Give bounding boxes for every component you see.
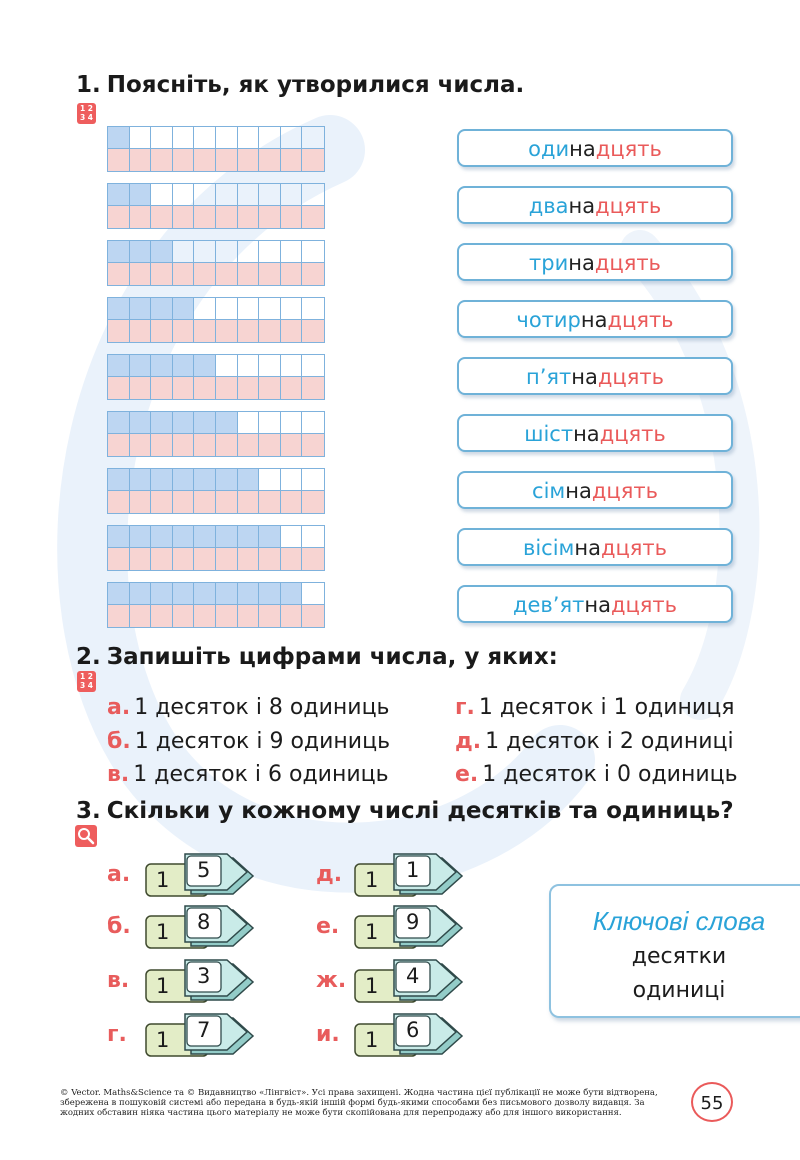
magnifier-icon [75,825,97,847]
ten-cell [259,206,281,228]
ones-cell [259,412,281,434]
ten-cell [151,149,173,171]
ones-cell [151,127,173,149]
item-letter: а. [107,695,131,720]
ten-cell [216,320,238,342]
ten-cell [194,206,216,228]
ones-cell [151,469,173,491]
word-suffix: дцять [607,308,674,332]
ten-cell [151,605,173,627]
ten-cell [151,206,173,228]
ten-cell [281,434,303,456]
badge-line-2: 3 4 [79,681,94,690]
ones-cell [216,469,238,491]
ten-cell [173,434,195,456]
ones-cell [130,298,152,320]
tens-digit: 1 [365,868,379,892]
word-na: на [568,251,595,275]
keyword: одиниці [632,978,726,1003]
ones-cell [194,241,216,263]
ten-cell [108,491,130,513]
exercise-3-title: Скільки у кожному числі десятків та одиниць? [106,798,734,824]
ten-cell [151,434,173,456]
number-word-box [457,357,733,395]
ten-cell [173,548,195,570]
ten-cell [259,377,281,399]
ones-cell [108,298,130,320]
ones-cell [216,583,238,605]
ones-cell [130,526,152,548]
ten-cell [130,206,152,228]
ten-frame-grid [107,240,325,286]
item-letter: г. [455,695,475,720]
card-letter: в. [107,968,130,993]
ten-cell [108,377,130,399]
word-na: на [569,137,596,161]
word-root: вісім [522,536,575,560]
ten-cell [194,605,216,627]
ten-cell [216,605,238,627]
tens-digit: 1 [365,1028,379,1052]
badge-line-1: 1 2 [79,672,94,681]
ones-cell [238,184,260,206]
ones-cell [259,241,281,263]
ones-cell [194,184,216,206]
ten-frame-grid [107,411,325,457]
ones-cell [194,355,216,377]
ten-frame-grid [107,525,325,571]
ones-cell [302,583,324,605]
word-root: сім [532,479,566,503]
ones-cell [281,241,303,263]
ten-cell [281,377,303,399]
ones-cell [108,583,130,605]
numbers-badge-icon [77,103,96,124]
ones-cell [281,184,303,206]
ones-cell [130,469,152,491]
card-letter: а. [107,862,131,887]
ones-cell [194,412,216,434]
ten-cell [281,206,303,228]
item-text: 1 десяток і 2 одиниці [485,729,734,754]
item-text: 1 десяток і 9 одиниць [134,729,391,754]
ten-cell [238,377,260,399]
number-word-box [457,528,733,566]
ones-cell [151,583,173,605]
item-letter: д. [455,729,482,754]
ones-cell [173,583,195,605]
keyword: десятки [631,944,727,969]
ones-cell [108,184,130,206]
word-na: на [574,536,601,560]
ten-cell [194,491,216,513]
ones-cell [259,298,281,320]
ten-cell [151,548,173,570]
ten-cell [302,548,324,570]
ones-cell [302,184,324,206]
word-suffix: дцять [599,422,666,446]
ten-cell [216,491,238,513]
ten-frame-grid [107,297,325,343]
ones-cell [216,127,238,149]
ex2-item [455,729,734,754]
ten-cell [302,263,324,285]
ones-cell [238,355,260,377]
ten-frame-grid [107,183,325,229]
ones-cell [302,526,324,548]
ten-frame-grid [107,582,325,628]
ones-cell [173,184,195,206]
item-text: 1 десяток і 8 одиниць [134,695,390,720]
ones-cell [194,298,216,320]
tens-digit: 1 [156,868,170,892]
ones-cell [108,526,130,548]
item-text: 1 десяток і 0 одиниць [482,762,738,787]
ones-cell [259,469,281,491]
item-letter: б. [107,729,131,754]
item-text: 1 десяток і 1 одиниця [478,695,735,720]
numbers-badge-icon [77,671,96,692]
ones-cell [173,412,195,434]
ten-cell [302,320,324,342]
ten-cell [238,548,260,570]
ones-cell [173,526,195,548]
ones-cell [173,469,195,491]
ones-cell [238,526,260,548]
exercise-2-number: 2. [76,644,101,670]
badge-line-1: 1 2 [79,104,94,113]
ones-cell [130,241,152,263]
ten-cell [173,149,195,171]
ones-cell [216,241,238,263]
ones-cell [302,469,324,491]
ones-cell [194,469,216,491]
word-na: на [565,479,592,503]
ones-cell [130,583,152,605]
ten-cell [216,377,238,399]
ones-cell [281,526,303,548]
ten-cell [194,548,216,570]
word-root: три [529,251,569,275]
ten-cell [194,149,216,171]
ten-cell [173,377,195,399]
ones-cell [151,241,173,263]
number-word-box [457,300,733,338]
copyright-notice: © Vector. Maths&Science та © Видавництво «Лінгвіст». Усі права захищені. Жодна частина цієї публікації не може бути відтворена, збережена в пошуковій системі або передана в будь-якій іншій формі будь-якими способами без письмового дозволу видавця. За жодних обставин ніяка частина цього матеріалу не може бути скопійована для перепродажу або для іншого використання. [60,1088,658,1118]
ten-cell [108,548,130,570]
card-letter: е. [316,914,340,939]
ten-cell [216,149,238,171]
number-word-box [457,585,733,623]
exercise-1-title: Поясніть, як утворилися числа. [106,72,525,98]
number-word-box [457,129,733,167]
ten-cell [281,605,303,627]
ten-cell [108,434,130,456]
ones-cell [216,355,238,377]
ones-digit: 7 [197,1018,211,1042]
ten-cell [130,605,152,627]
ones-cell [130,355,152,377]
ones-digit: 1 [406,858,420,882]
ones-cell [281,412,303,434]
word-na: на [580,308,608,332]
ones-cell [259,526,281,548]
ones-cell [216,526,238,548]
ten-cell [238,491,260,513]
ones-cell [302,298,324,320]
word-na: на [568,194,596,218]
ten-cell [130,149,152,171]
ten-cell [216,434,238,456]
ten-frame-grid [107,126,325,172]
exercise-3-heading [76,798,734,824]
ex2-item [107,729,390,754]
ten-cell [259,491,281,513]
ex2-item [107,762,389,787]
word-suffix: дцять [591,479,658,503]
card-letter: ж. [316,968,347,993]
ones-cell [130,127,152,149]
ones-cell [281,127,303,149]
ten-cell [173,491,195,513]
ten-cell [194,434,216,456]
ten-cell [151,263,173,285]
word-root: оди [528,137,570,161]
number-word-box [457,414,733,452]
tens-digit: 1 [156,974,170,998]
ones-cell [194,583,216,605]
ten-cell [238,605,260,627]
ten-cell [130,320,152,342]
ones-cell [281,355,303,377]
exercise-1-number: 1. [76,72,101,98]
word-na: на [584,593,611,617]
ones-cell [216,412,238,434]
word-suffix: дцять [595,137,662,161]
ten-cell [108,605,130,627]
ones-cell [238,469,260,491]
word-suffix: дцять [595,194,662,218]
ten-cell [151,491,173,513]
ten-cell [302,206,324,228]
ones-cell [108,127,130,149]
ten-cell [194,320,216,342]
ten-cell [216,206,238,228]
ten-cell [130,491,152,513]
ones-cell [173,127,195,149]
ones-cell [238,412,260,434]
ones-cell [302,412,324,434]
ones-cell [281,469,303,491]
ones-cell [173,298,195,320]
ones-digit: 8 [197,910,211,934]
number-word-box [457,471,733,509]
ten-cell [302,605,324,627]
ten-cell [281,548,303,570]
ten-cell [238,206,260,228]
ten-cell [281,149,303,171]
ten-cell [108,320,130,342]
ex2-item [455,695,734,720]
card-letter: и. [316,1022,340,1047]
ten-cell [216,548,238,570]
card-letter: д. [316,862,343,887]
ten-cell [259,149,281,171]
ten-cell [108,263,130,285]
ten-cell [259,605,281,627]
ten-cell [130,548,152,570]
ones-cell [151,184,173,206]
ones-digit: 9 [406,910,420,934]
word-root: дев’ят [512,593,585,617]
ones-cell [238,127,260,149]
ones-cell [151,298,173,320]
ones-cell [216,298,238,320]
ten-cell [238,320,260,342]
ten-cell [130,377,152,399]
ones-cell [194,127,216,149]
ten-cell [259,320,281,342]
ones-cell [151,412,173,434]
keywords-box [549,884,800,1018]
badge-line-2: 3 4 [79,113,94,122]
tens-digit: 1 [156,1028,170,1052]
ones-cell [238,298,260,320]
ones-cell [130,184,152,206]
word-suffix: дцять [600,536,668,560]
ones-cell [151,526,173,548]
ten-frame-grid [107,354,325,400]
ones-cell [302,241,324,263]
ten-cell [281,263,303,285]
ten-cell [173,263,195,285]
ten-cell [151,320,173,342]
ones-cell [130,412,152,434]
ten-cell [259,263,281,285]
ten-cell [302,377,324,399]
ex2-item [107,695,390,720]
exercise-3-number: 3. [76,798,101,824]
ex2-item [455,762,738,787]
word-suffix: дцять [610,593,678,617]
word-suffix: дцять [597,365,664,389]
ones-cell [108,412,130,434]
ones-cell [108,241,130,263]
card-letter: б. [107,914,131,939]
item-text: 1 десяток і 6 одиниць [133,762,389,787]
ones-cell [259,355,281,377]
ten-cell [108,149,130,171]
word-na: на [573,422,600,446]
ones-cell [281,583,303,605]
ten-cell [173,320,195,342]
ten-cell [238,263,260,285]
number-word-box [457,186,733,224]
ones-cell [259,127,281,149]
word-root: чотир [516,308,581,332]
ones-digit: 4 [406,964,420,988]
ones-cell [302,127,324,149]
ten-cell [216,263,238,285]
page-number: 55 [691,1082,733,1122]
ones-cell [259,583,281,605]
ten-cell [108,206,130,228]
ten-cell [238,434,260,456]
ones-cell [238,583,260,605]
ten-cell [302,149,324,171]
ten-cell [151,377,173,399]
tens-digit: 1 [156,920,170,944]
ones-cell [194,526,216,548]
ten-cell [281,320,303,342]
ten-cell [281,491,303,513]
ones-cell [281,298,303,320]
exercise-2-title: Запишіть цифрами числа, у яких: [106,644,558,670]
number-word-box [457,243,733,281]
ones-cell [259,184,281,206]
ten-cell [173,206,195,228]
word-root: шіст [524,422,574,446]
word-na: на [571,365,598,389]
tens-digit: 1 [365,920,379,944]
ones-cell [108,355,130,377]
tens-digit: 1 [365,974,379,998]
ones-cell [238,241,260,263]
ten-cell [194,377,216,399]
ones-cell [216,184,238,206]
exercise-1-heading [76,72,524,98]
word-suffix: дцять [594,251,661,275]
word-root: два [528,194,569,218]
item-letter: е. [455,762,479,787]
card-letter: г. [107,1022,127,1047]
ones-cell [173,241,195,263]
item-letter: в. [107,762,130,787]
ones-digit: 5 [197,858,211,882]
keywords-title: Ключові слова [592,906,766,936]
ones-cell [151,355,173,377]
ten-cell [173,605,195,627]
ones-cell [108,469,130,491]
ones-cell [173,355,195,377]
ten-cell [302,491,324,513]
ones-cell [302,355,324,377]
ones-digit: 3 [197,964,211,988]
ten-cell [259,548,281,570]
ten-cell [194,263,216,285]
word-root: п’ят [526,365,572,389]
ten-cell [130,263,152,285]
ten-frame-grid [107,468,325,514]
ten-cell [302,434,324,456]
ten-cell [130,434,152,456]
exercise-2-heading [76,644,558,670]
ten-cell [238,149,260,171]
ones-digit: 6 [406,1018,420,1042]
ten-cell [259,434,281,456]
